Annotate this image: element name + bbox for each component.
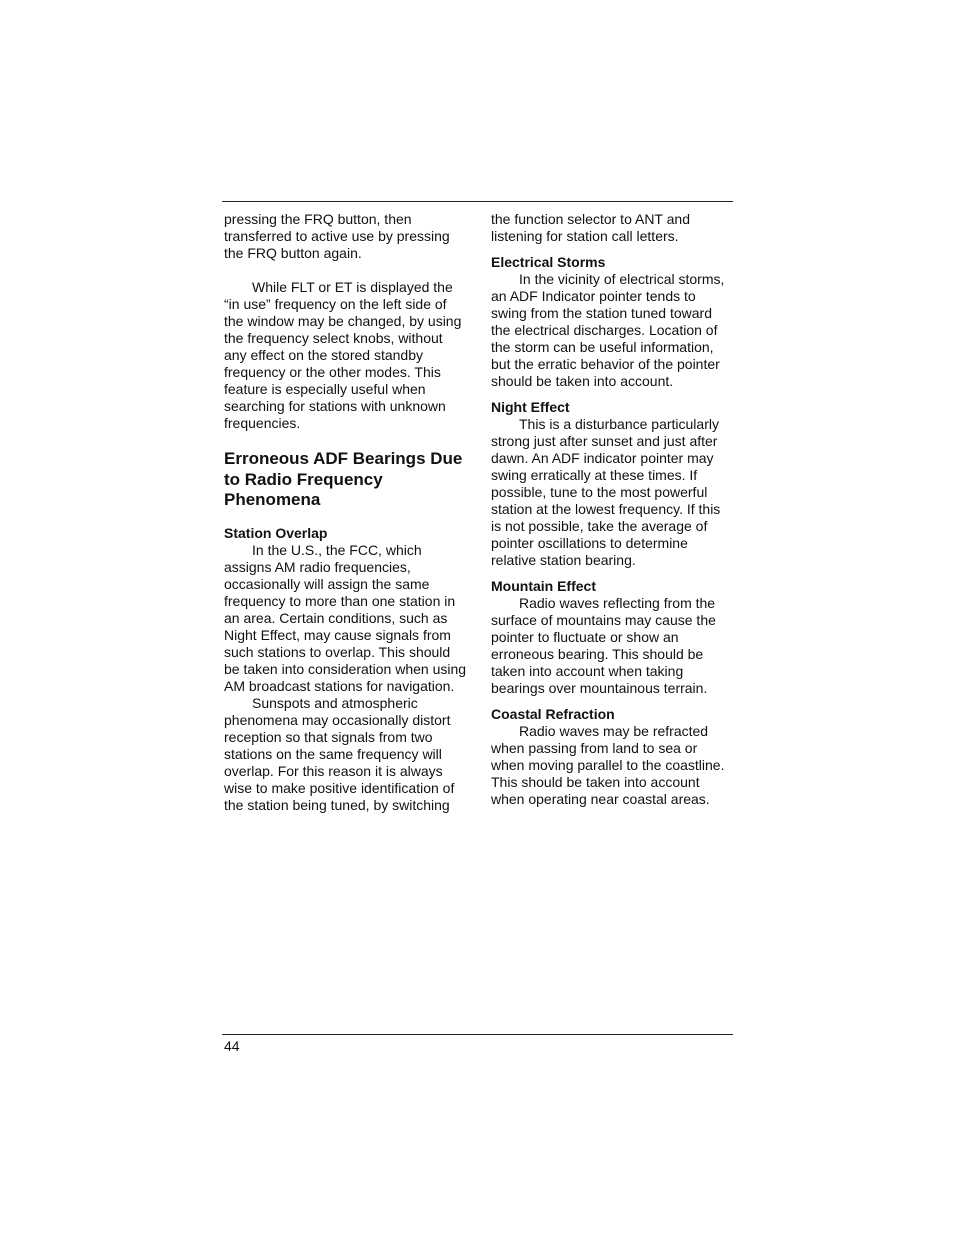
footer-rule: [222, 1034, 733, 1035]
station-overlap-heading: Station Overlap: [224, 524, 328, 541]
right-column: [491, 211, 731, 808]
night-effect-heading: Night Effect: [491, 399, 570, 415]
mountain-effect-paragraph: Radio waves reflecting from the surface of mountains may cause the pointer to fluctuate or show an erroneous bearing. This should be taken into account when taking bearings over mountainous terrain.: [491, 595, 716, 696]
left-column: [224, 211, 468, 814]
station-overlap-paragraph-2: Sunspots and atmospheric phenomena may occasionally distort reception so that signals from two stations on the same frequency will overlap. For this reason it is always wise to make positive identification of the station being tuned, by switching: [224, 694, 455, 813]
electrical-storms-heading: Electrical Storms: [491, 254, 606, 270]
continuation-paragraph: the function selector to ANT and listening for station call letters.: [491, 211, 690, 244]
coastal-refraction-heading: Coastal Refraction: [491, 706, 615, 722]
intro-paragraph: pressing the FRQ button, then transferred to active use by pressing the FRQ button again.: [224, 211, 450, 261]
station-overlap-paragraph-1: In the U.S., the FCC, which assigns AM radio frequencies, occasionally will assign the same frequency to more than one station in an area. Certain conditions, such as Night Effect, may cause signals from such stations to overlap. This should be taken into consideration when using AM broadcast stations for navigation.: [224, 541, 467, 694]
electrical-storms-paragraph: In the vicinity of electrical storms, an ADF Indicator pointer tends to swing from the station tuned toward the electrical discharges. Location of the storm can be useful information, but the erratic behavior of the pointer should be taken into account.: [491, 271, 725, 389]
mountain-effect-heading: Mountain Effect: [491, 578, 596, 594]
night-effect-paragraph: This is a disturbance particularly strong just after sunset and just after dawn. An ADF indicator pointer may swing erratically at these times. If possible, tune to the most powerful station at the lowest frequency. If this is not possible, take the average of pointer oscillations to determine relative station bearing.: [491, 416, 721, 568]
section-heading: Erroneous ADF Bearings Due to Radio Frequency Phenomena: [224, 449, 463, 509]
page-number: 44: [224, 1038, 240, 1054]
flt-paragraph: While FLT or ET is displayed the “in use” frequency on the left side of the window may be changed, by using the frequency select knobs, without any effect on the stored standby frequency or the other modes. This feature is especially useful when searching for stations with unknown frequencies.: [224, 279, 462, 431]
coastal-refraction-paragraph: Radio waves may be refracted when passing from land to sea or when moving parallel to the coastline. This should be taken into account when operating near coastal areas.: [491, 723, 725, 807]
header-rule: [222, 201, 733, 202]
